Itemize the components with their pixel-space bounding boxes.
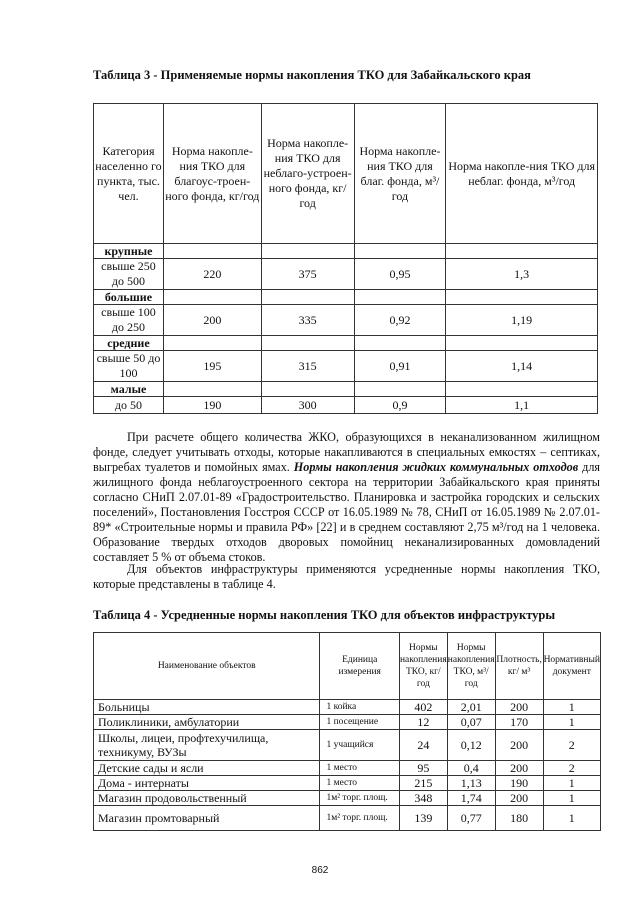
t3-cell: 300 bbox=[261, 397, 354, 414]
t3-row-label: свыше 250 до 500 bbox=[94, 259, 164, 290]
t4-header: Единица измерения bbox=[320, 633, 400, 700]
t4-cell: 0,4 bbox=[447, 761, 495, 776]
t4-header: Нормативный документ bbox=[543, 633, 600, 700]
t4-cell: 1 bbox=[543, 700, 600, 715]
t3-cell: 200 bbox=[163, 305, 261, 336]
t4-unit: 1м² торг. площ. bbox=[320, 791, 400, 806]
t3-cell: 0,91 bbox=[354, 351, 446, 382]
t4-cell: 1,13 bbox=[447, 776, 495, 791]
t3-cell: 195 bbox=[163, 351, 261, 382]
t4-cell: 190 bbox=[495, 776, 543, 791]
t3-category: крупные bbox=[94, 244, 164, 259]
t4-cell: 200 bbox=[495, 700, 543, 715]
t3-row-label: свыше 50 до 100 bbox=[94, 351, 164, 382]
t4-name: Поликлиники, амбулатории bbox=[94, 715, 320, 730]
t3-row-label: до 50 bbox=[94, 397, 164, 414]
t4-cell: 139 bbox=[399, 806, 447, 831]
t4-cell: 1 bbox=[543, 715, 600, 730]
t4-cell: 200 bbox=[495, 791, 543, 806]
table4-title: Таблица 4 - Усредненные нормы накопления ТКО для объектов инфраструктуры bbox=[93, 608, 556, 622]
t3-header: Норма накопле-ния ТКО для неблаго-устроен-ного фонда, кг/год bbox=[261, 104, 354, 244]
t4-cell: 180 bbox=[495, 806, 543, 831]
t4-cell: 0,12 bbox=[447, 730, 495, 761]
t4-unit: 1 место bbox=[320, 776, 400, 791]
t4-header: Плотность, кг/ м³ bbox=[495, 633, 543, 700]
t4-cell: 95 bbox=[399, 761, 447, 776]
t4-name: Детские сады и ясли bbox=[94, 761, 320, 776]
t4-cell: 215 bbox=[399, 776, 447, 791]
t4-cell: 1 bbox=[543, 791, 600, 806]
t3-cell: 0,9 bbox=[354, 397, 446, 414]
t4-unit: 1 койка bbox=[320, 700, 400, 715]
t3-category: средние bbox=[94, 336, 164, 351]
t3-cell: 1,14 bbox=[446, 351, 598, 382]
bold-norms-phrase: Нормы накопления жидких коммунальных отходов bbox=[293, 460, 579, 474]
t3-cell: 0,92 bbox=[354, 305, 446, 336]
t3-header: Норма накопле-ния ТКО для благоус-троен-ного фонда, кг/год bbox=[163, 104, 261, 244]
t4-header: Наименование объектов bbox=[94, 633, 320, 700]
t4-header: Нормы накопления ТКО, кг/год bbox=[399, 633, 447, 700]
t4-unit: 1 посещение bbox=[320, 715, 400, 730]
t4-unit: 1 место bbox=[320, 761, 400, 776]
page-number: 862 bbox=[311, 865, 329, 876]
t3-cell: 190 bbox=[163, 397, 261, 414]
t4-name: Больницы bbox=[94, 700, 320, 715]
t3-cell: 315 bbox=[261, 351, 354, 382]
t3-row-label: свыше 100 до 250 bbox=[94, 305, 164, 336]
t3-header: Норма накопле-ния ТКО для благ. фонда, м³/год bbox=[354, 104, 446, 244]
t3-cell: 220 bbox=[163, 259, 261, 290]
t4-cell: 170 bbox=[495, 715, 543, 730]
t4-name: Магазин продовольственный bbox=[94, 791, 320, 806]
t4-cell: 200 bbox=[495, 730, 543, 761]
t4-name: Дома - интернаты bbox=[94, 776, 320, 791]
t4-header: Нормы накопления ТКО, м³/год bbox=[447, 633, 495, 700]
t4-cell: 1,74 bbox=[447, 791, 495, 806]
t4-cell: 0,77 bbox=[447, 806, 495, 831]
t4-cell: 2 bbox=[543, 730, 600, 761]
t4-name: Магазин промтоварный bbox=[94, 806, 320, 831]
t4-cell: 348 bbox=[399, 791, 447, 806]
t4-cell: 1 bbox=[543, 776, 600, 791]
t4-name: Школы, лицеи, профтехучилища, техникуму, ВУЗы bbox=[94, 730, 320, 761]
t3-cell: 1,3 bbox=[446, 259, 598, 290]
t4-cell: 402 bbox=[399, 700, 447, 715]
t3-header: Категория населенно го пункта, тыс. чел. bbox=[94, 104, 164, 244]
t3-category: большие bbox=[94, 290, 164, 305]
t3-cell: 0,95 bbox=[354, 259, 446, 290]
table3 bbox=[93, 103, 598, 414]
t3-cell: 335 bbox=[261, 305, 354, 336]
t4-cell: 200 bbox=[495, 761, 543, 776]
t4-cell: 2 bbox=[543, 761, 600, 776]
t4-unit: 1 учащийся bbox=[320, 730, 400, 761]
t3-category: малые bbox=[94, 382, 164, 397]
t4-cell: 12 bbox=[399, 715, 447, 730]
t3-cell: 1,1 bbox=[446, 397, 598, 414]
t3-header: Норма накопле-ния ТКО для неблаг. фонда, м³/год bbox=[446, 104, 598, 244]
paragraph-infrastructure: Для объектов инфраструктуры применяются усредненные нормы накопления ТКО, которые представлены в таблице 4. bbox=[93, 562, 600, 591]
t3-cell: 375 bbox=[261, 259, 354, 290]
t4-cell: 2,01 bbox=[447, 700, 495, 715]
t3-cell: 1,19 bbox=[446, 305, 598, 336]
t4-cell: 1 bbox=[543, 806, 600, 831]
t4-cell: 0,07 bbox=[447, 715, 495, 730]
t4-cell: 24 bbox=[399, 730, 447, 761]
table3-title: Таблица 3 - Применяемые нормы накопления ТКО для Забайкальского края bbox=[93, 68, 531, 82]
table4 bbox=[93, 632, 601, 831]
t4-unit: 1м² торг. площ. bbox=[320, 806, 400, 831]
paragraph-liquid-waste: При расчете общего количества ЖКО, образующихся в неканализованном жилищном фонде, следует учитывать отходы, которые накапливаются в специальных емкостях – септиках, выгребах туалетов и помойных ямах. Нормы накопления жидких коммунальных отходов для жилищного фонда неблагоустроенного сектора на территории Забайкальского края приняты согласно СНиП 2.07.01-89 «Градостроительство. Планировка и застройка городских и сельских поселений», Постановления Госстроя СССР от 16.05.1989 № 78, СНиП от 16.05.1989 № 2.07.01-89* «Строительные нормы и правила РФ» [22] и в среднем составляют 2,75 м³/год на 1 человека. Образование твердых отходов дворовых помойниц неканализированных домовладений составляет 5 % от объема стоков. bbox=[93, 430, 601, 564]
